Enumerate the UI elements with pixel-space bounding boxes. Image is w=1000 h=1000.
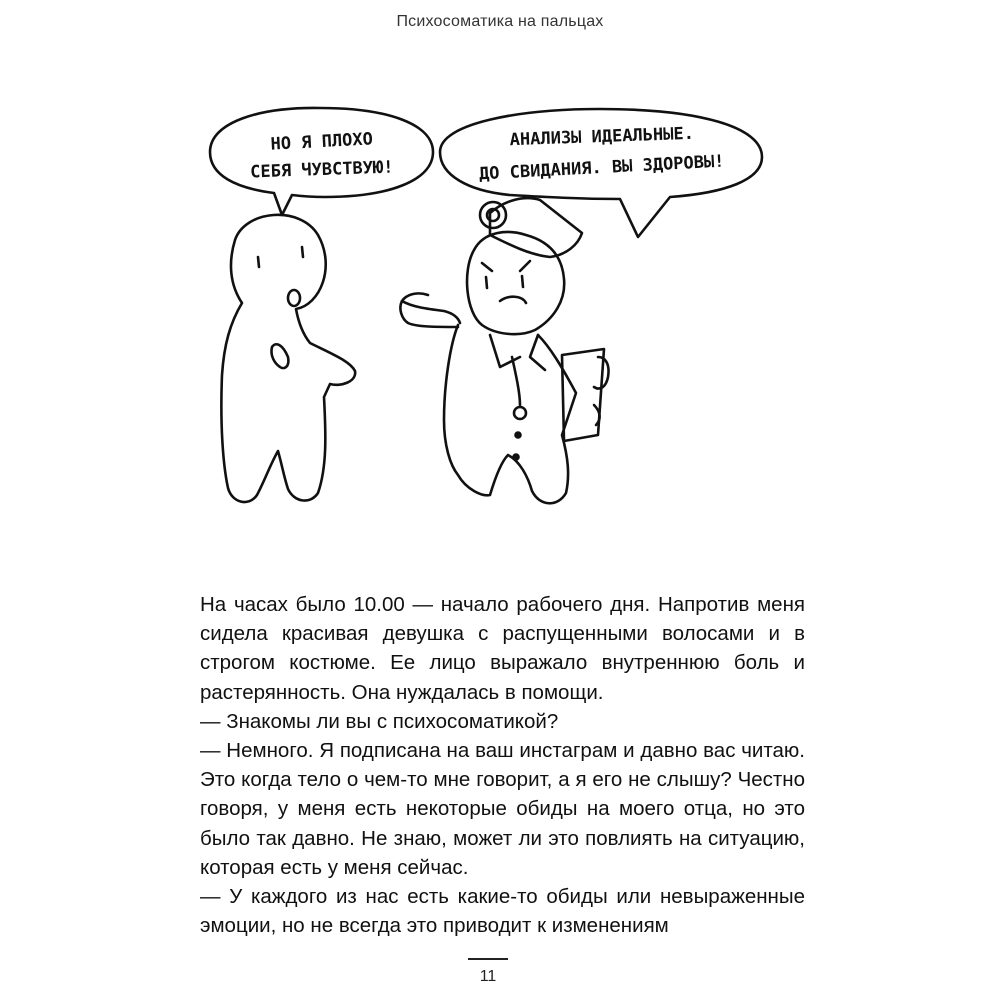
paragraph-dialog-question: — Знакомы ли вы с психосоматикой? [200, 709, 559, 733]
patient-bubble-line-2: СЕБЯ ЧУВСТВУЮ! [249, 157, 394, 183]
doctor-bubble-line-1: АНАЛИЗЫ ИДЕАЛЬНЫЕ. [509, 123, 695, 151]
paragraph-dialog-reply: — У каждого из нас есть какие-то обиды или невыраженные эмоции, но не всегда это приводит к изменениям [200, 885, 805, 938]
cartoon-illustration [190, 95, 790, 535]
patient-figure [221, 215, 355, 502]
running-head: Психосоматика на пальцах [396, 13, 604, 30]
paragraph-narration: На часах было 10.00 — начало рабочего дня. Напротив меня сидела красивая девушка с распущенными волосами и в строгом костюме. Ее лицо выражало внутреннюю боль и растерянность. Она нуждалась в помощи. [200, 593, 805, 704]
doctor-figure [400, 198, 608, 503]
page-number: 11 [479, 968, 497, 985]
doctor-bubble-line-2: ДО СВИДАНИЯ. ВЫ ЗДОРОВЫ! [478, 151, 725, 185]
folio-rule [468, 958, 508, 960]
paragraph-dialog-answer: — Немного. Я подписана на ваш инстаграм и давно вас читаю. Это когда тело о чем-то мне говорит, а я его не слышу? Честно говоря, у меня есть некоторые обиды на моего отца, но это было так давно. Не знаю, может ли это повлиять на ситуацию, которая есть у меня сейчас. [200, 739, 805, 879]
patient-bubble-line-1: НО Я ПЛОХО [270, 129, 374, 155]
body-text [200, 590, 805, 940]
